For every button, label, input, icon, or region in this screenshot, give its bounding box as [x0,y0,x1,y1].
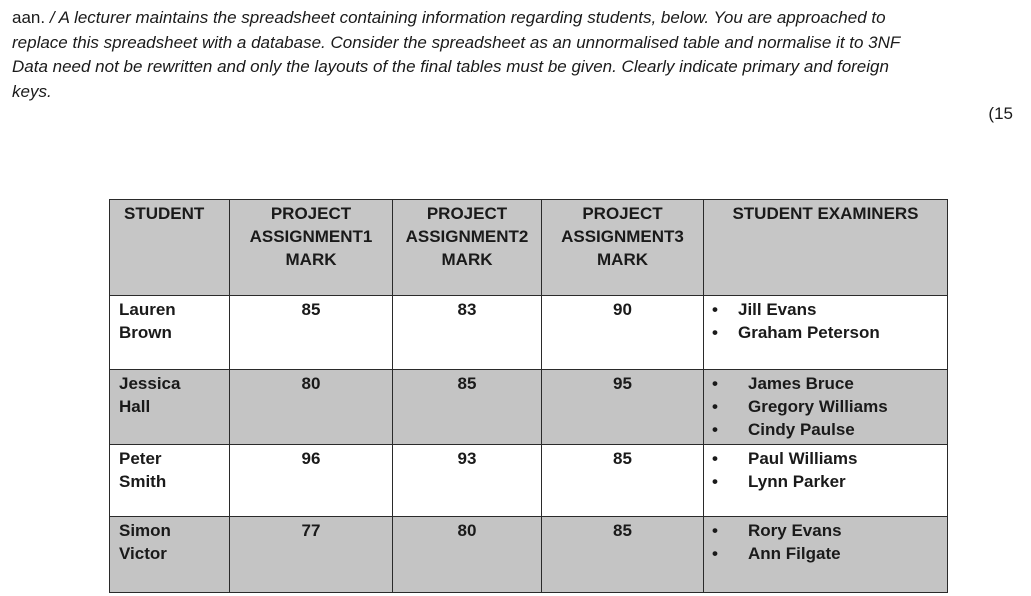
examiner-item: • Lynn Parker [712,470,947,493]
question-line-3: Data need not be rewritten and only the layouts of the final tables must be given. Clearly indicate primary and foreign [12,57,889,76]
student-name-cell [110,445,230,517]
mark-assignment2: 80 [393,517,542,593]
examiner-item: • Jill Evans [712,298,947,321]
examiner-list [704,519,947,565]
table-row [110,517,948,593]
student-name-cell [110,296,230,370]
header-p3-line2: ASSIGNMENT3 [561,227,684,246]
table-row [110,445,948,517]
mark-assignment1: 96 [230,445,393,517]
student-last-name: Brown [119,323,172,342]
header-p3-line3: MARK [597,250,648,269]
header-project-assignment1 [230,200,393,296]
header-project-assignment2 [393,200,542,296]
student-first-name: Lauren [119,300,176,319]
student-spreadsheet [109,199,948,593]
header-p3-line1: PROJECT [582,204,663,223]
examiner-item: • Cindy Paulse [712,418,947,441]
examiner-list [704,372,947,441]
header-p2-line1: PROJECT [426,204,508,223]
question-number: aan. [12,8,46,27]
question-line-2: replace this spreadsheet with a database. Consider the spreadsheet as an unnormalised table and normalise it to 3NF [12,32,901,52]
student-first-name: Jessica [119,374,181,393]
mark-assignment3: 85 [542,445,704,517]
header-p1-line3: MARK [285,250,337,269]
header-p2-line2: ASSIGNMENT2 [405,227,529,246]
mark-assignment2: 83 [393,296,542,370]
student-name-cell [110,517,230,593]
header-p1-line1: PROJECT [270,204,352,223]
examiner-item: • Graham Peterson [712,321,947,344]
student-last-name: Smith [119,472,167,491]
examiner-item: • Ann Filgate [712,542,947,565]
table-row [110,370,948,445]
examiners-cell [704,517,948,593]
mark-assignment3: 90 [542,296,704,370]
mark-assignment3: 85 [542,517,704,593]
table-row [110,296,948,370]
header-project-assignment3 [542,200,704,296]
examiner-item: • Paul Williams [712,447,947,470]
question-marks: (15 [988,104,1013,123]
mark-assignment1: 85 [230,296,393,370]
examiners-cell [704,296,948,370]
student-last-name: Hall [119,397,151,416]
mark-assignment3: 95 [542,370,704,445]
question-line-1-text: / A lecturer maintains the spreadsheet containing information regarding students, below. You are approached to [45,8,886,27]
mark-assignment1: 77 [230,517,393,593]
examiners-cell [704,445,948,517]
mark-assignment1: 80 [230,370,393,445]
examiner-list [704,298,947,344]
student-name-cell [110,370,230,445]
question-line-1 [12,6,1017,31]
examiner-list [704,447,947,493]
question-line-4: keys. [12,81,52,101]
question-text [12,6,1017,104]
header-row [110,200,948,296]
mark-assignment2: 85 [393,370,542,445]
examiners-cell [704,370,948,445]
student-first-name: Peter [119,449,162,468]
examiner-item: • Rory Evans [712,519,947,542]
examiner-item: • Gregory Williams [712,395,947,418]
header-p2-line3: MARK [441,250,493,269]
student-first-name: Simon [119,521,171,540]
header-student-examiners: STUDENT EXAMINERS [704,200,948,296]
examiner-item: • James Bruce [712,372,947,395]
mark-assignment2: 93 [393,445,542,517]
header-p1-line2: ASSIGNMENT1 [249,227,373,246]
header-student: STUDENT [110,200,230,296]
student-last-name: Victor [119,544,167,563]
